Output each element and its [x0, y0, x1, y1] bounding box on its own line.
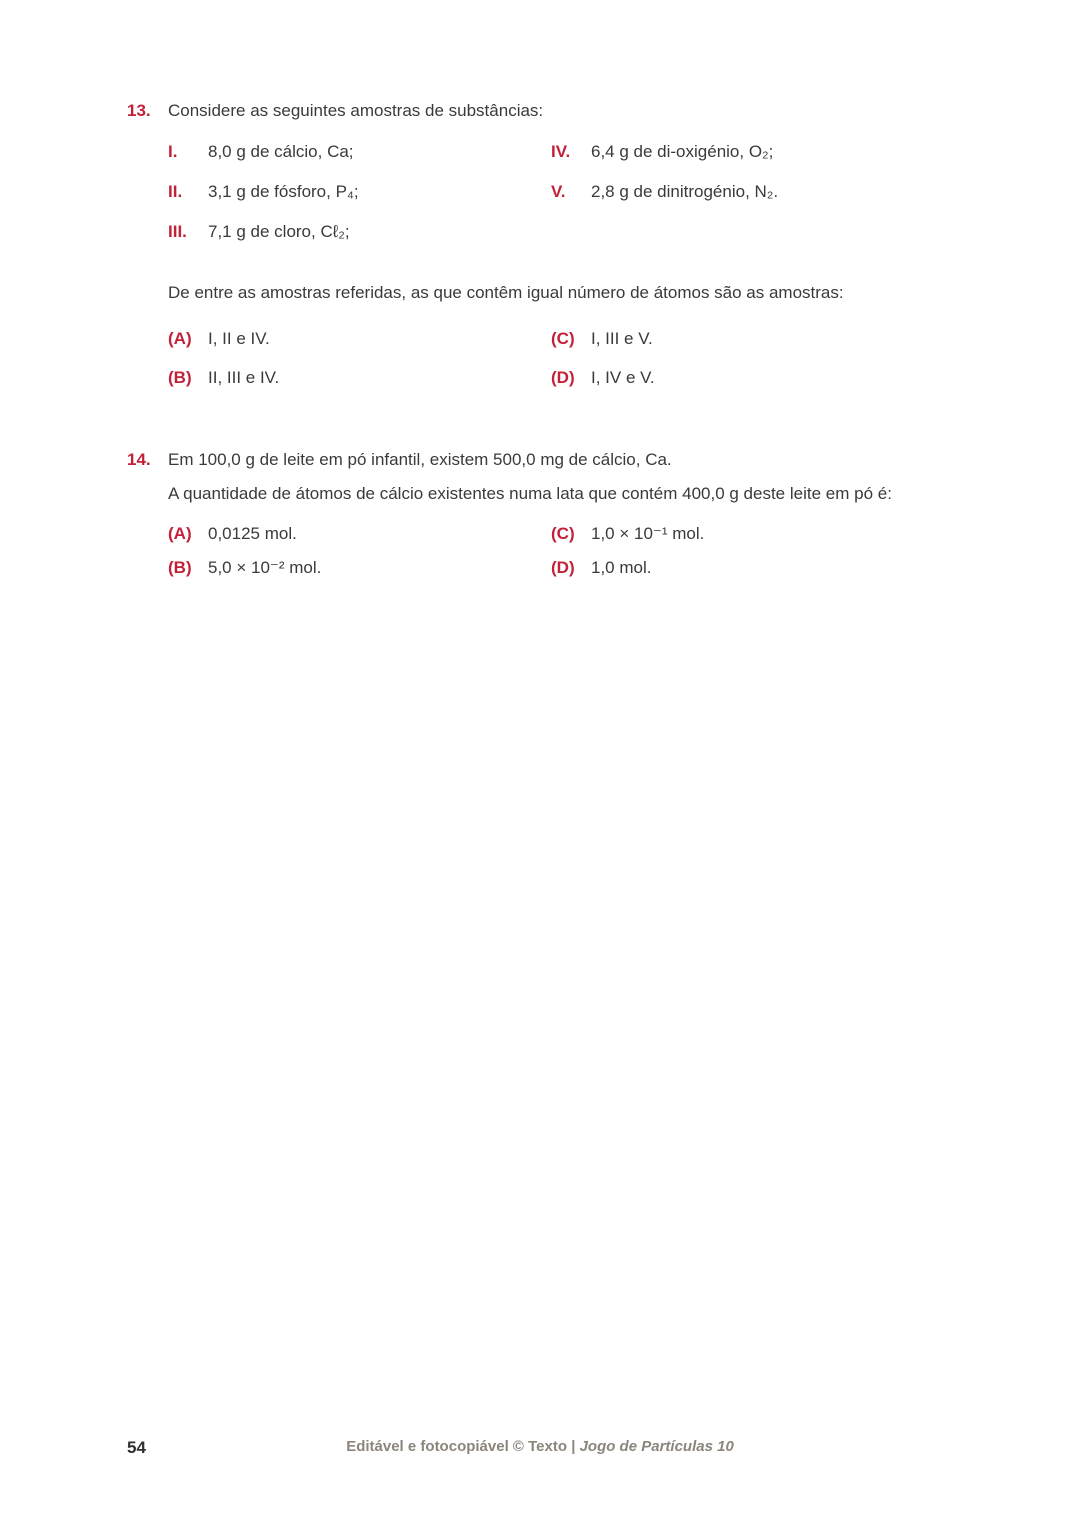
item-label: IV.	[551, 142, 571, 161]
page-content	[127, 99, 980, 590]
question-14-options	[168, 522, 980, 590]
option-label: (A)	[168, 329, 192, 348]
item-label: V.	[551, 182, 566, 201]
question-14-stem: Em 100,0 g de leite em pó infantil, existem 500,0 mg de cálcio, Ca.	[168, 450, 672, 469]
option-b	[168, 366, 551, 389]
option-text: 1,0 mol.	[591, 558, 652, 577]
option-c	[551, 327, 980, 350]
option-d	[551, 366, 980, 389]
options-left-column	[168, 522, 551, 590]
option-label: (D)	[551, 368, 575, 387]
footer-credit-text: Editável e fotocopiável © Texto |	[346, 1438, 580, 1455]
items-left-column	[168, 140, 551, 260]
question-13-body	[168, 99, 980, 406]
question-14-stem-line2: A quantidade de átomos de cálcio existentes numa lata que contém 400,0 g deste leite em pó é:	[168, 484, 892, 503]
list-item	[168, 220, 551, 243]
options-right-column	[551, 522, 980, 590]
items-right-column	[551, 140, 980, 220]
item-text: 6,4 g de di-oxigénio, O₂;	[591, 142, 774, 161]
question-13-items	[168, 140, 980, 260]
question-13-options	[168, 327, 980, 406]
list-item	[168, 140, 551, 163]
list-item	[551, 140, 980, 163]
option-text: I, IV e V.	[591, 368, 655, 387]
footer-book-title: Jogo de Partículas 10	[579, 1438, 734, 1455]
question-14-body	[168, 448, 980, 590]
option-text: 5,0 × 10⁻² mol.	[208, 558, 322, 577]
footer-credit	[127, 1438, 953, 1455]
question-13-lead: De entre as amostras referidas, as que contêm igual número de átomos são as amostras:	[168, 283, 844, 302]
question-14	[127, 448, 980, 590]
option-text: 0,0125 mol.	[208, 524, 297, 543]
item-text: 3,1 g de fósforo, P₄;	[208, 182, 359, 201]
option-label: (D)	[551, 558, 575, 577]
item-label: II.	[168, 182, 183, 201]
item-label: III.	[168, 222, 187, 241]
option-c	[551, 522, 980, 545]
options-left-column	[168, 327, 551, 406]
list-item	[168, 180, 551, 203]
option-label: (B)	[168, 368, 192, 387]
option-label: (A)	[168, 524, 192, 543]
option-label: (B)	[168, 558, 192, 577]
page-number: 54	[127, 1438, 146, 1457]
item-text: 2,8 g de dinitrogénio, N₂.	[591, 182, 779, 201]
option-text: 1,0 × 10⁻¹ mol.	[591, 524, 705, 543]
option-a	[168, 522, 551, 545]
option-label: (C)	[551, 524, 575, 543]
item-text: 8,0 g de cálcio, Ca;	[208, 142, 354, 161]
question-13	[127, 99, 980, 406]
option-d	[551, 556, 980, 579]
option-a	[168, 327, 551, 350]
option-text: I, II e IV.	[208, 329, 270, 348]
option-b	[168, 556, 551, 579]
page-footer	[127, 1438, 953, 1458]
option-text: II, III e IV.	[208, 368, 280, 387]
option-label: (C)	[551, 329, 575, 348]
question-13-stem: Considere as seguintes amostras de substâncias:	[168, 101, 544, 120]
question-14-number: 14.	[127, 450, 151, 469]
option-text: I, III e V.	[591, 329, 653, 348]
item-text: 7,1 g de cloro, Cℓ₂;	[208, 222, 350, 241]
item-label: I.	[168, 142, 178, 161]
question-13-number: 13.	[127, 101, 151, 120]
options-right-column	[551, 327, 980, 406]
list-item	[551, 180, 980, 203]
